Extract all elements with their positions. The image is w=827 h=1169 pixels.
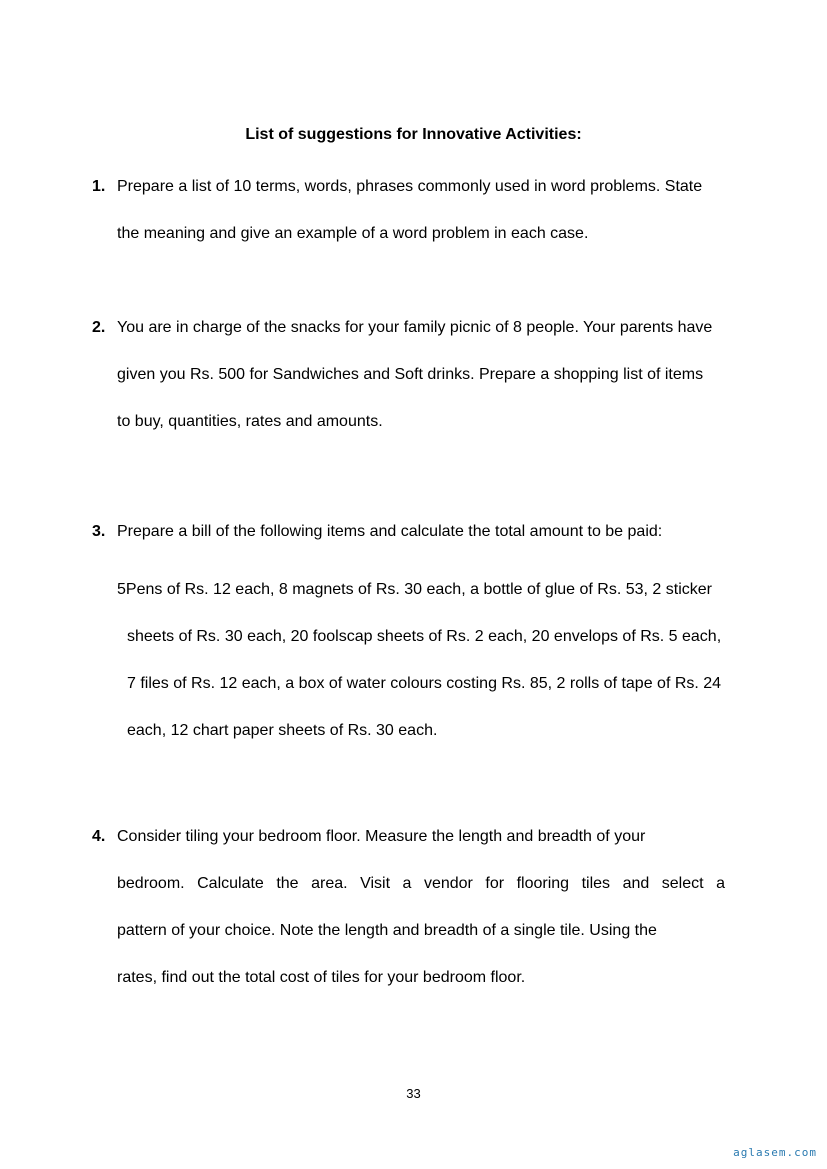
item-number: 2. (92, 319, 106, 336)
bill-text-line: sheets of Rs. 30 each, 20 foolscap sheets of Rs. 2 each, 20 envelops of Rs. 5 each, (127, 628, 722, 645)
item-text-line: given you Rs. 500 for Sandwiches and Soft drinks. Prepare a shopping list of items (117, 366, 704, 383)
item-text-line: bedroom. Calculate the area. Visit a vendor for flooring tiles and select a (117, 875, 725, 892)
item-text-line: Prepare a list of 10 terms, words, phrases commonly used in word problems. State (117, 178, 703, 195)
list-item-3 (92, 508, 782, 555)
item-text-line: You are in charge of the snacks for your family picnic of 8 people. Your parents have (117, 319, 713, 336)
watermark: aglasem.com (733, 1146, 817, 1159)
item-number: 3. (92, 523, 106, 540)
list-item-2 (92, 304, 782, 445)
item-text-line: to buy, quantities, rates and amounts. (117, 413, 383, 430)
item-text-line: rates, find out the total cost of tiles for your bedroom floor. (117, 969, 526, 986)
item-text-line: Consider tiling your bedroom floor. Measure the length and breadth of your (117, 828, 646, 845)
item-number: 1. (92, 178, 106, 195)
item-text-line: Prepare a bill of the following items and calculate the total amount to be paid: (117, 523, 663, 540)
bill-items-block (117, 566, 807, 754)
list-item-4 (92, 813, 782, 1001)
bill-text-line: 7 files of Rs. 12 each, a box of water colours costing Rs. 85, 2 rolls of tape of Rs. 24 (127, 675, 722, 692)
page-number: 33 (406, 1086, 421, 1101)
bill-text-line: 5Pens of Rs. 12 each, 8 magnets of Rs. 30 each, a bottle of glue of Rs. 53, 2 sticker (117, 581, 712, 598)
bill-text-line: each, 12 chart paper sheets of Rs. 30 each. (127, 722, 438, 739)
document-title: List of suggestions for Innovative Activities: (245, 126, 582, 143)
item-text-line: the meaning and give an example of a word problem in each case. (117, 225, 589, 242)
item-number: 4. (92, 828, 106, 845)
list-item-1 (92, 163, 782, 257)
item-text-line: pattern of your choice. Note the length and breadth of a single tile. Using the (117, 922, 657, 939)
